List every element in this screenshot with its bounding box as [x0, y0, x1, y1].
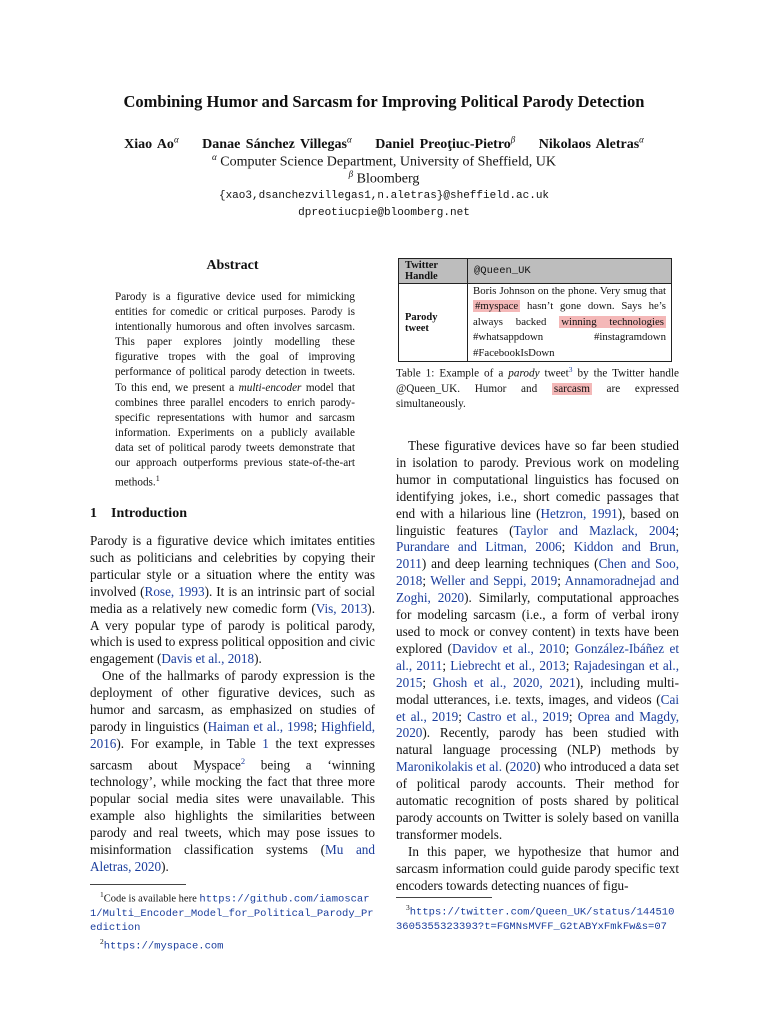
footnotes-left [90, 888, 375, 954]
sarcasm-highlight: sarcasm [553, 382, 590, 395]
author: Nikolaos Aletras$^\alpha$ [538, 134, 644, 152]
table-label: Twitter Handle [399, 259, 468, 284]
sarcasm-highlight: winning technologies [561, 315, 664, 328]
author: Danae Sánchez Villegas$^\alpha$ [202, 134, 352, 152]
footnote: $^3$https://twitter.com/Queen_UK/status/1445103605355323393?t=FGMNsMVFF_G2tABYxFmkFw&s=07 [396, 903, 675, 933]
table-row [399, 259, 672, 284]
email-bloomberg[interactable]: dpreotiucpie@bloomberg.net [298, 207, 470, 219]
citation-link[interactable]: Taylor and Mazlack, 2004 [513, 522, 676, 538]
citation-link[interactable]: Castro et al., 2019 [467, 708, 569, 724]
twitter-handle-cell: @Queen_UK [468, 259, 672, 284]
footnote-ref[interactable]: 1 [155, 474, 160, 484]
citation-link[interactable]: Chen and Soo, 2018 [396, 556, 679, 589]
abstract-heading: Abstract [206, 258, 259, 273]
author: Xiao $Ao^\alpha$ [124, 134, 179, 152]
right-column-text [396, 438, 679, 894]
citation-link[interactable]: Rose, 1993 [144, 583, 205, 599]
footnote-url-link[interactable]: https://twitter.com/Queen_UK/status/1445103605355323393?t=FGMNsMVFF_G2tABYxFmkFw&s=07 [396, 906, 675, 933]
footnote-ref[interactable]: 2 [240, 755, 246, 766]
parody-tweet-cell: Boris Johnson on the phone. Very smug that #myspace hasn’t gone down. Says he’s always backed winning technologies #whatsappdown #instagramdown #FacebookIsDown [468, 284, 672, 362]
citation-link[interactable]: Hetzron, 1991 [540, 505, 618, 521]
paragraph: One of the hallmarks of parody expression is the deployment of other figurative devices, such as humor and sarcasm, as emphasized on studies of parody in linguistics (Haiman et al., 1998; Highfield, 2016). For example, in Table 1 the text expresses sarcasm about Myspace$^2$ being a ‘winning technology’, while mocking the fact that three more popular social media sites were unavailable. This example also highlights the similarities between parody and real tweets, which may pose issues to misinformation classification systems (Mu and Aletras, 2020). [90, 668, 376, 874]
footnote: $^1$Code is available here https://github.com/iamoscar1/Multi_Encoder_Model_for_Political_Parody_Prediction [90, 890, 374, 935]
affiliation: $^\alpha$ Computer Science Department, University of Sheffield, UK [212, 152, 556, 170]
table-row [399, 284, 672, 362]
paragraph: Parody is a figurative device which imitates entities such as politicians and celebrities by copying their particular style or a situation where the entity was involved (Rose, 1993). It is an intrinsic part of social media as a relatively new comedic form (Vis, 2013). A very popular type of parody is political parody, which is used to express political opposition and civic engagement (Davis et al., 2018). [90, 533, 375, 667]
paragraph: In this paper, we hypothesize that humor and sarcasm information could guide parody specific text encoders towards detecting nuances of figu- [396, 843, 679, 893]
citation-link[interactable]: Ghosh et al., 2020, 2021 [432, 674, 576, 690]
citation-link[interactable]: Kiddon and Brun, 2011 [396, 539, 679, 572]
citation-link[interactable]: Mu and Aletras, 2020 [90, 841, 375, 874]
table-ref-link[interactable]: 1 [262, 735, 269, 751]
author-list [0, 134, 768, 153]
email-sheffield[interactable]: {xao3,dsanchezvillegas1,n.aletras}@sheffield.ac.uk [218, 190, 550, 202]
footnotes-right [396, 901, 679, 934]
footnote: $^2$https://myspace.com [100, 937, 224, 953]
left-column-text [90, 533, 375, 876]
table-label: Parody tweet [399, 284, 468, 362]
citation-link[interactable]: 2020 [509, 759, 537, 775]
footnote-url-link[interactable]: https://myspace.com [103, 940, 224, 953]
humor-highlight: #myspace [475, 300, 519, 313]
table-caption: Table 1: Example of a parody tweet$^3$ by the Twitter handle @Queen_UK. Humor and sarcasm are expressed simultaneously. [396, 365, 680, 411]
paper-title: Combining Humor and Sarcasm for Improving Political Parody Detection [123, 92, 645, 111]
affiliation: $^\beta$ Bloomberg [348, 169, 420, 187]
citation-link[interactable]: Haiman et al., 1998 [207, 718, 314, 734]
footnote-ref[interactable]: 3 [568, 365, 573, 374]
author: Daniel Preoţiuc-Pietro$^\beta$ [375, 134, 516, 152]
citation-link[interactable]: Davidov et al., 2010 [451, 640, 566, 656]
citation-link[interactable]: Purandare and Litman, 2006 [396, 539, 562, 555]
footnote-url-link[interactable]: https://github.com/iamoscar1/Multi_Encoder_Model_for_Political_Parody_Prediction [90, 893, 374, 935]
citation-link[interactable]: Annamoradnejad and Zoghi, 2020 [396, 573, 679, 606]
citation-link[interactable]: Cai et al., 2019 [396, 691, 679, 724]
citation-link[interactable]: Rajadesingan et al., 2015 [396, 657, 680, 690]
citation-link[interactable]: Highfield, 2016 [90, 718, 375, 751]
citation-link[interactable]: Maronikolakis et al. [396, 759, 502, 775]
paragraph: These figurative devices have so far been studied in isolation to parody. Previous work on modeling humor in computational linguistics has focused on identifying jokes, i.e., short comedic passages that end with a hilarious line (Hetzron, 1991), based on linguistic features (Taylor and Mazlack, 2004; Purandare and Litman, 2006; Kiddon and Brun, 2011) and deep learning techniques (Chen and Soo, 2018; Weller and Seppi, 2019; Annamoradnejad and Zoghi, 2020). Similarly, computational approaches for modeling sarcasm (i.e., a form of verbal irony used to mock or convey content) in texts have been explored (Davidov et al., 2010; González-Ibáñez et al., 2011; Liebrecht et al., 2013; Rajadesingan et al., 2015; Ghosh et al., 2020, 2021), including multi-modal utterances, i.e. texts, images, and videos (Cai et al., 2019; Castro et al., 2019; Oprea and Magdy, 2020). Recently, parody has been studied with natural language processing (NLP) methods by Maronikolakis et al. (2020) who introduced a data set of political parody accounts. Their method for automatic recognition of posts shared by political parody accounts on Twitter is solely based on vanilla transformer models. [396, 438, 680, 842]
citation-link[interactable]: Davis et al., 2018 [161, 651, 255, 667]
citation-link[interactable]: Liebrecht et al., 2013 [450, 657, 566, 673]
section-heading: 1 Introduction [90, 506, 187, 521]
footnote-rule [90, 884, 186, 885]
example-table [398, 258, 672, 362]
citation-link[interactable]: Oprea and Magdy, 2020 [396, 708, 679, 741]
citation-link[interactable]: Vis, 2013 [315, 600, 368, 616]
abstract-text: Parody is a figurative device used for mimicking entities for comedic or critical purposes. Parody is intentionally humorous and often involves sarcasm. This paper explores jointly modelling these figurative tropes with the goal of improving performance of political parody detection in tweets. To this end, we present a multi-encoder model that combines three parallel encoders to enrich parody-specific representations with humor and sarcasm information. Experiments on a publicly available data set of political parody tweets demonstrate that our approach outperforms previous state-of-the-art methods.$^1$ [115, 291, 355, 489]
footnote-rule [396, 897, 492, 898]
citation-link[interactable]: Weller and Seppi, 2019 [430, 573, 558, 589]
citation-link[interactable]: González-Ibáñez et al., 2011 [396, 640, 679, 673]
